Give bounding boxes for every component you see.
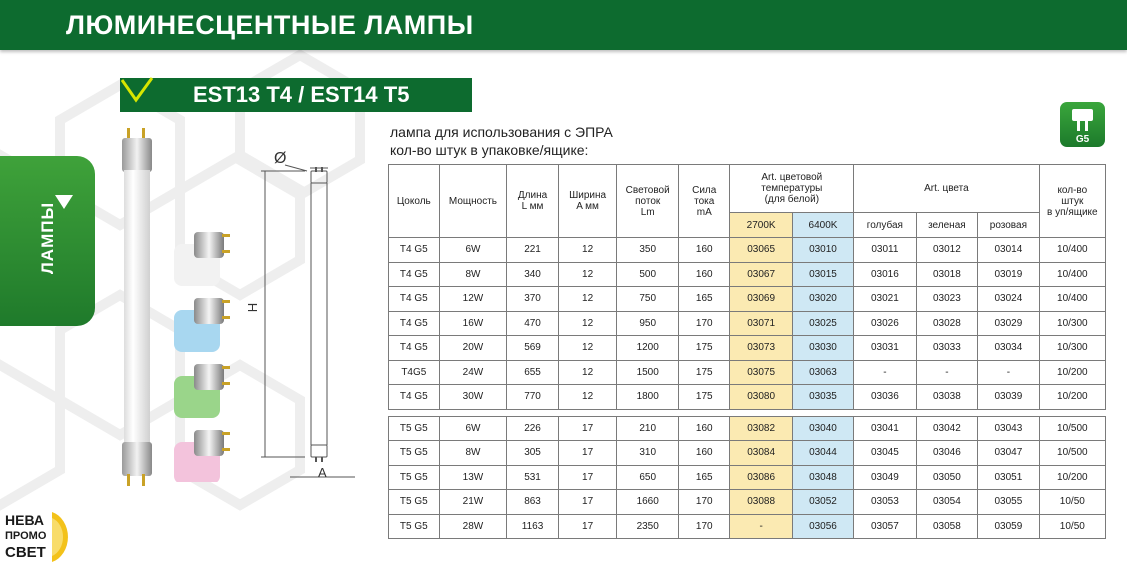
table-cell: 12	[558, 311, 617, 336]
table-cell: 03063	[792, 360, 853, 385]
table-cell: 226	[507, 416, 559, 441]
table-cell: 13W	[439, 465, 507, 490]
table-row	[389, 490, 1106, 515]
col-flux: Световой поток Lm	[617, 165, 679, 238]
page-title: ЛЮМИНЕСЦЕНТНЫЕ ЛАМПЫ	[66, 10, 474, 40]
col-art-color: Art. цвета	[854, 165, 1039, 213]
table-cell: -	[730, 514, 792, 539]
table-cell: T4 G5	[389, 287, 440, 312]
table-cell: 03084	[730, 441, 792, 466]
table-cell: 03075	[730, 360, 792, 385]
table-cell: 165	[679, 287, 730, 312]
table-cell: 03039	[978, 385, 1040, 410]
table-cell: 175	[679, 336, 730, 361]
table-cell: 03011	[854, 238, 916, 263]
table-cell: 770	[507, 385, 559, 410]
lamp-illustration	[112, 128, 162, 488]
table-row	[389, 465, 1106, 490]
table-cell: 370	[507, 287, 559, 312]
table-row	[389, 311, 1106, 336]
table-cell: 03050	[916, 465, 978, 490]
col-pink: розовая	[978, 213, 1040, 238]
table-cell: 12	[558, 262, 617, 287]
table-row	[389, 287, 1106, 312]
table-cell: 10/400	[1039, 262, 1105, 287]
table-cell: 10/200	[1039, 360, 1105, 385]
table-cell: 03047	[978, 441, 1040, 466]
table-cell: 03046	[916, 441, 978, 466]
table-row	[389, 514, 1106, 539]
table-separator	[389, 409, 1106, 416]
table-cell: 160	[679, 262, 730, 287]
table-cell: 03054	[916, 490, 978, 515]
table-cell: 10/200	[1039, 465, 1105, 490]
table-cell: 160	[679, 238, 730, 263]
col-length: Длина L мм	[507, 165, 559, 238]
table-cell: 21W	[439, 490, 507, 515]
table-cell: 655	[507, 360, 559, 385]
note-line-1: лампа для использования с ЭПРА	[390, 124, 613, 140]
g5-badge-label: G5	[1075, 134, 1090, 145]
table-cell: 03019	[978, 262, 1040, 287]
table-cell: 03030	[792, 336, 853, 361]
table-cell: 03010	[792, 238, 853, 263]
table-cell: 03055	[978, 490, 1040, 515]
col-current: Сила тока mA	[679, 165, 730, 238]
table-cell: 03012	[916, 238, 978, 263]
table-cell: -	[854, 360, 916, 385]
table-cell: 8W	[439, 441, 507, 466]
table-cell: 17	[558, 441, 617, 466]
table-cell: 10/200	[1039, 385, 1105, 410]
table-cell: 03041	[854, 416, 916, 441]
table-cell: T5 G5	[389, 490, 440, 515]
table-cell: 03036	[854, 385, 916, 410]
table-cell: 03035	[792, 385, 853, 410]
table-cell: 24W	[439, 360, 507, 385]
table-cell: 03021	[854, 287, 916, 312]
table-cell: 03065	[730, 238, 792, 263]
table-cell: 175	[679, 385, 730, 410]
width-label: A	[318, 465, 327, 480]
logo-text-1: НЕВА	[5, 512, 44, 528]
table-cell: 10/300	[1039, 336, 1105, 361]
table-cell: 1163	[507, 514, 559, 539]
logo-text-2: ПРОМО	[5, 530, 47, 542]
table-cell: 175	[679, 360, 730, 385]
col-6400k: 6400K	[792, 213, 853, 238]
spec-table	[388, 164, 1106, 539]
table-cell: 1200	[617, 336, 679, 361]
table-row	[389, 262, 1106, 287]
table-cell: T4 G5	[389, 238, 440, 263]
table-cell: 03043	[978, 416, 1040, 441]
table-cell: 165	[679, 465, 730, 490]
table-cell: 03020	[792, 287, 853, 312]
table-cell: 650	[617, 465, 679, 490]
table-cell: 1500	[617, 360, 679, 385]
table-cell: 170	[679, 514, 730, 539]
product-title: EST13 T4 / EST14 T5	[193, 82, 410, 107]
table-cell: 03015	[792, 262, 853, 287]
table-cell: 03042	[916, 416, 978, 441]
table-cell: 03045	[854, 441, 916, 466]
table-cell: 03052	[792, 490, 853, 515]
table-cell: 12	[558, 360, 617, 385]
table-row	[389, 238, 1106, 263]
table-cell: 10/50	[1039, 490, 1105, 515]
logo-text-3: СВЕТ	[5, 544, 46, 561]
height-label: H	[245, 302, 261, 313]
table-cell: 28W	[439, 514, 507, 539]
table-cell: 1800	[617, 385, 679, 410]
table-cell: 531	[507, 465, 559, 490]
table-cell: 160	[679, 416, 730, 441]
table-cell: 17	[558, 465, 617, 490]
table-row	[389, 360, 1106, 385]
note-line-2: кол-во штук в упаковке/ящике:	[390, 142, 589, 158]
table-cell: 03040	[792, 416, 853, 441]
table-cell: 03025	[792, 311, 853, 336]
col-width: Ширина A мм	[558, 165, 617, 238]
table-cell: 10/500	[1039, 416, 1105, 441]
table-cell: 03086	[730, 465, 792, 490]
table-cell: T4 G5	[389, 336, 440, 361]
table-cell: -	[916, 360, 978, 385]
table-cell: 221	[507, 238, 559, 263]
table-cell: 03033	[916, 336, 978, 361]
table-cell: 500	[617, 262, 679, 287]
table-cell: 340	[507, 262, 559, 287]
table-row	[389, 336, 1106, 361]
table-cell: 6W	[439, 238, 507, 263]
table-cell: 12	[558, 238, 617, 263]
table-cell: 03049	[854, 465, 916, 490]
table-cell: T5 G5	[389, 416, 440, 441]
table-cell: 10/300	[1039, 311, 1105, 336]
table-cell: T5 G5	[389, 465, 440, 490]
table-cell: 30W	[439, 385, 507, 410]
table-cell: 170	[679, 490, 730, 515]
table-cell: 12	[558, 385, 617, 410]
g5-badge	[1060, 102, 1105, 147]
table-cell: 03048	[792, 465, 853, 490]
col-2700k: 2700K	[730, 213, 792, 238]
table-cell: 03029	[978, 311, 1040, 336]
table-cell: 03034	[978, 336, 1040, 361]
table-cell: 03014	[978, 238, 1040, 263]
table-cell: 2350	[617, 514, 679, 539]
table-cell: 03080	[730, 385, 792, 410]
table-cell: 750	[617, 287, 679, 312]
table-cell: 305	[507, 441, 559, 466]
table-cell: 569	[507, 336, 559, 361]
col-power: Мощность	[439, 165, 507, 238]
table-row	[389, 385, 1106, 410]
table-cell: 170	[679, 311, 730, 336]
table-cell: 03088	[730, 490, 792, 515]
table-cell: T4G5	[389, 360, 440, 385]
table-cell: 03058	[916, 514, 978, 539]
diameter-label: Ø	[274, 150, 287, 167]
company-logo	[2, 510, 74, 564]
col-green: зеленая	[916, 213, 978, 238]
table-cell: 03059	[978, 514, 1040, 539]
table-cell: 03073	[730, 336, 792, 361]
col-art-temp: Art. цветовой температуры (для белой)	[730, 165, 854, 213]
table-cell: 12W	[439, 287, 507, 312]
table-cell: 03051	[978, 465, 1040, 490]
table-cell: 160	[679, 441, 730, 466]
side-tab-label: ЛАМПЫ	[38, 201, 57, 275]
table-cell: T4 G5	[389, 262, 440, 287]
table-cell: 470	[507, 311, 559, 336]
table-cell: 310	[617, 441, 679, 466]
table-cell: 17	[558, 490, 617, 515]
table-cell: 10/500	[1039, 441, 1105, 466]
table-cell: 03071	[730, 311, 792, 336]
table-cell: 10/400	[1039, 287, 1105, 312]
table-cell: 12	[558, 287, 617, 312]
table-cell: 03044	[792, 441, 853, 466]
table-cell: T4 G5	[389, 385, 440, 410]
table-cell: 10/50	[1039, 514, 1105, 539]
table-cell: 03018	[916, 262, 978, 287]
table-cell: 17	[558, 416, 617, 441]
table-cell: 03069	[730, 287, 792, 312]
table-cell: 03056	[792, 514, 853, 539]
table-cell: 350	[617, 238, 679, 263]
table-cell: 03026	[854, 311, 916, 336]
table-cell: 03082	[730, 416, 792, 441]
table-cell: 12	[558, 336, 617, 361]
table-cell: T4 G5	[389, 311, 440, 336]
table-cell: 17	[558, 514, 617, 539]
table-cell: -	[978, 360, 1040, 385]
table-cell: 210	[617, 416, 679, 441]
table-cell: 863	[507, 490, 559, 515]
table-cell: 03067	[730, 262, 792, 287]
table-row	[389, 441, 1106, 466]
col-blue: голубая	[854, 213, 916, 238]
table-cell: 20W	[439, 336, 507, 361]
table-cell: 03031	[854, 336, 916, 361]
col-base: Цоколь	[389, 165, 440, 238]
table-cell: 6W	[439, 416, 507, 441]
dimension-drawing	[255, 145, 375, 490]
table-cell: 1660	[617, 490, 679, 515]
table-cell: T5 G5	[389, 441, 440, 466]
table-cell: 8W	[439, 262, 507, 287]
table-cell: 03053	[854, 490, 916, 515]
table-cell: 03028	[916, 311, 978, 336]
table-cell: 03057	[854, 514, 916, 539]
table-cell: 16W	[439, 311, 507, 336]
table-cell: 03024	[978, 287, 1040, 312]
table-cell: 950	[617, 311, 679, 336]
table-row	[389, 416, 1106, 441]
table-cell: 03038	[916, 385, 978, 410]
table-cell: 03016	[854, 262, 916, 287]
col-qty: кол-во штук в уп/ящике	[1039, 165, 1105, 238]
lamp-color-samples	[168, 222, 238, 482]
g5-socket-icon	[1069, 107, 1096, 133]
table-cell: 03023	[916, 287, 978, 312]
table-cell: T5 G5	[389, 514, 440, 539]
table-cell: 10/400	[1039, 238, 1105, 263]
chevron-down-icon	[118, 74, 158, 110]
